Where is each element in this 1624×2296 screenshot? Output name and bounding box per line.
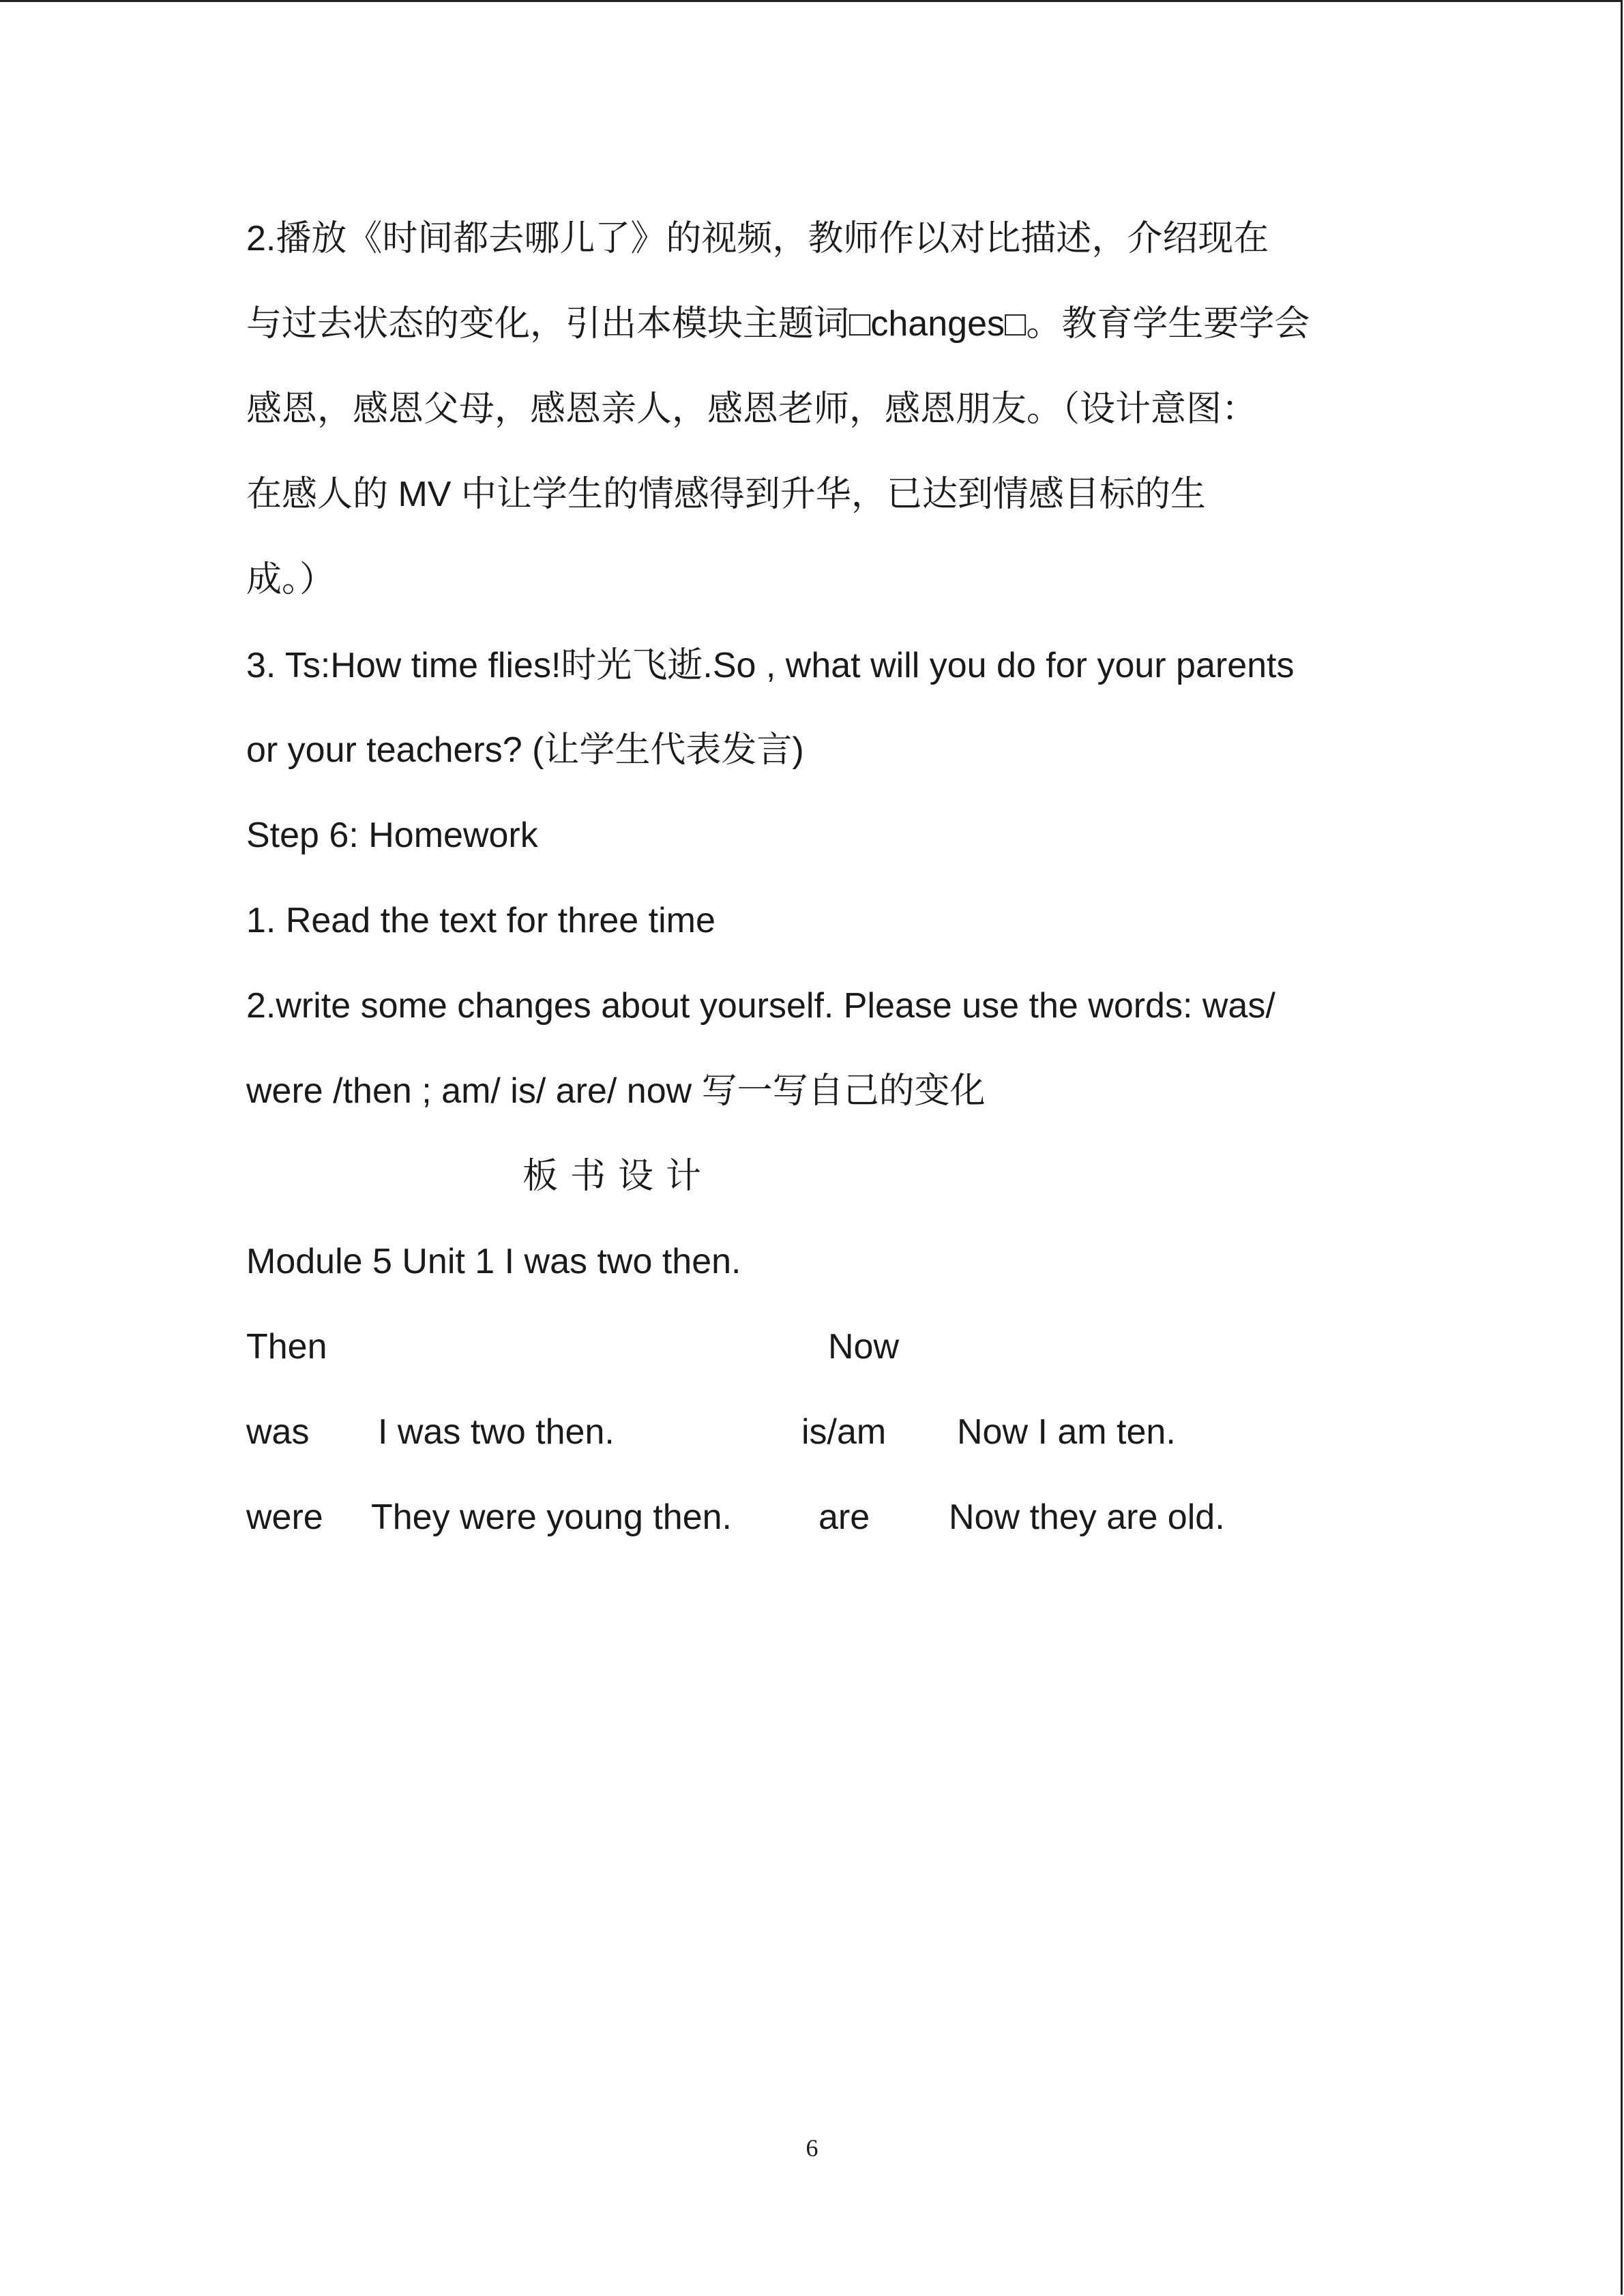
sentence-now: Now I am ten. (957, 1412, 1176, 1452)
homework-heading: Step 6: Homework (246, 816, 538, 855)
paragraph-2-line-2: 与过去状态的变化，引出本模块主题词□changes□。教育学生要学会 (246, 304, 1310, 344)
homework-item-1: 1. Read the text for three time (246, 901, 715, 940)
board-row (246, 1495, 1406, 1539)
verb-past: was (246, 1412, 310, 1452)
column-header-now: Now (828, 1327, 900, 1367)
homework-item-2-line-2: were /then ; am/ is/ are/ now 写一写自己的变化 (246, 1071, 986, 1111)
paragraph-3-line-1: 3. Ts:How time flies!时光飞逝.So , what will you do for your parents (246, 646, 1295, 685)
board-row (246, 1410, 1406, 1454)
board-column-headers (246, 1325, 1338, 1369)
paragraph-2-line-4: 在感人的 MV 中让学生的情感得到升华，已达到情感目标的生 (246, 475, 1206, 514)
paragraph-2-line-5: 成。） (246, 560, 336, 599)
verb-now: are (818, 1497, 870, 1537)
verb-now: is/am (801, 1412, 887, 1452)
column-header-then: Then (246, 1327, 327, 1367)
paragraph-3-line-2: or your teachers? (让学生代表发言) (246, 730, 804, 770)
board-design-title: 板书设计 (522, 1156, 714, 1197)
sentence-past: They were young then. (371, 1497, 732, 1537)
homework-item-2-line-1: 2.write some changes about yourself. Please use the words: was/ (246, 986, 1275, 1026)
page-number: 6 (806, 2134, 818, 2162)
paragraph-2-line-3: 感恩，感恩父母，感恩亲人，感恩老师，感恩朋友。（设计意图： (246, 389, 1258, 429)
paragraph-2-line-1: 2.播放《时间都去哪儿了》的视频，教师作以对比描述，介绍现在 (246, 219, 1269, 258)
board-module-title: Module 5 Unit 1 I was two then. (246, 1242, 741, 1281)
sentence-past: I was two then. (378, 1412, 615, 1452)
verb-past: were (246, 1497, 323, 1537)
sentence-now: Now they are old. (949, 1497, 1225, 1537)
